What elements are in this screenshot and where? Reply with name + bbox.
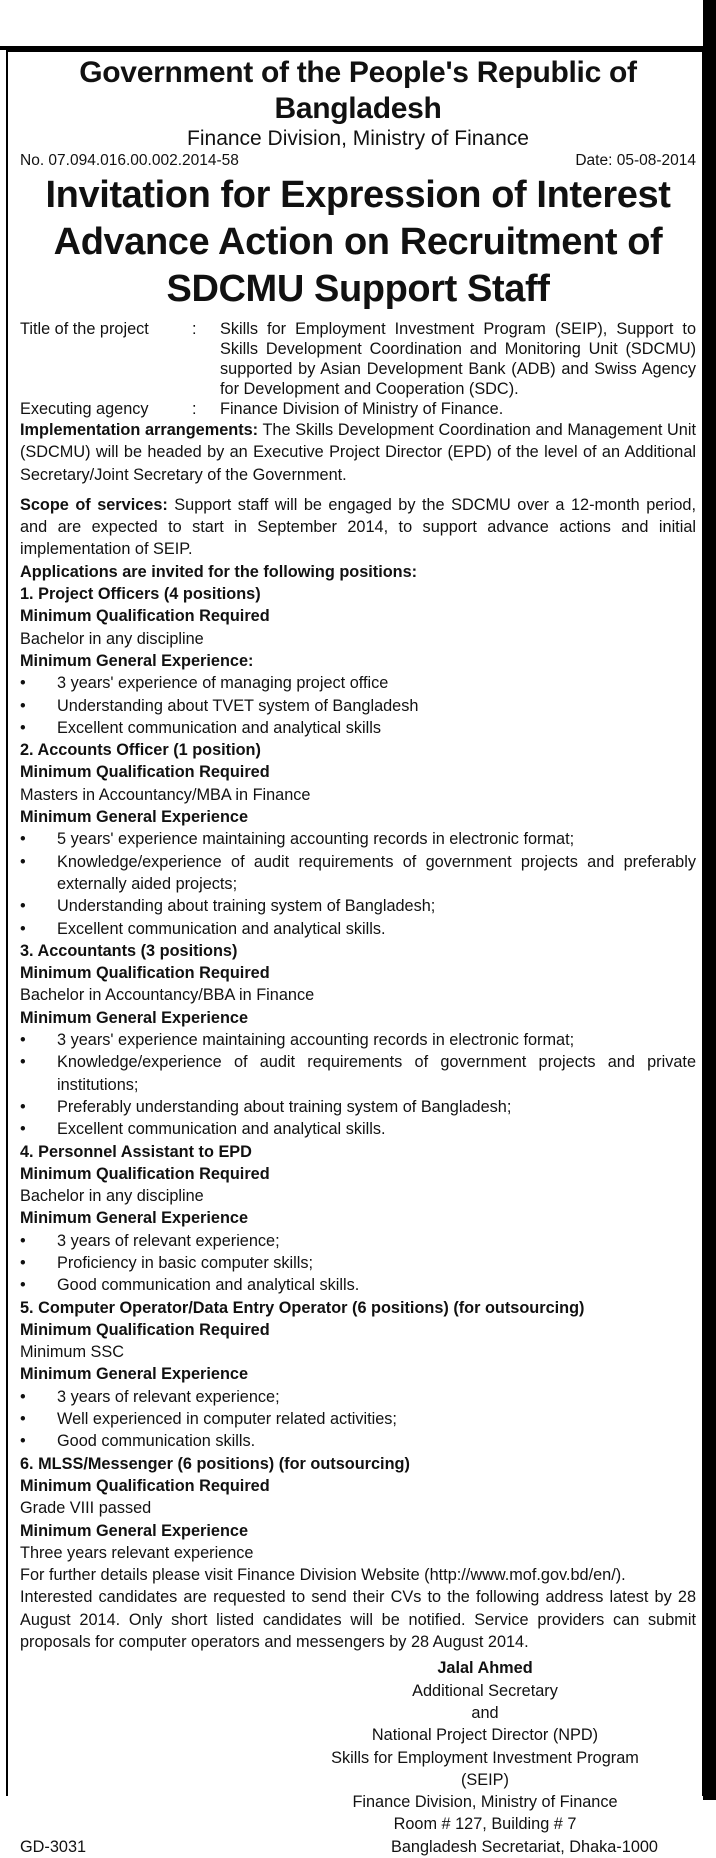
bullet: • xyxy=(20,830,26,849)
bullet: • xyxy=(20,1053,26,1072)
executing-agency-value: Finance Division of Ministry of Finance. xyxy=(220,400,504,418)
project-title-label: Title of the project xyxy=(20,320,149,338)
government-heading: Government of the People's Republic of Bangladesh xyxy=(79,56,637,125)
list-item: • 3 years' experience maintaining accounting records in electronic format; xyxy=(20,1029,696,1051)
signatory-name: Jalal Ahmed xyxy=(437,1659,533,1678)
scope-paragraph xyxy=(20,494,696,561)
experience-heading: Minimum General Experience xyxy=(20,1209,249,1228)
executing-agency-label: Executing agency xyxy=(20,400,149,418)
bullet: • xyxy=(20,1231,26,1250)
bullet: • xyxy=(20,1253,26,1272)
list-item: • Knowledge/experience of audit requirements of government projects and private institutions; xyxy=(20,1053,696,1094)
qualification-heading: Minimum Qualification Required xyxy=(20,763,270,782)
project-title-row xyxy=(20,319,696,399)
list-item: • 5 years' experience maintaining accounting records in electronic format; xyxy=(20,828,696,850)
signatory-line: Additional Secretary xyxy=(412,1681,558,1700)
experience-list xyxy=(20,1230,696,1297)
signatory-line: Room # 127, Building # 7 xyxy=(393,1815,577,1834)
experience-list xyxy=(20,1029,696,1140)
position-block xyxy=(20,1453,696,1564)
qualification-value: Bachelor in Accountancy/BBA in Finance xyxy=(20,986,315,1005)
position-title: 4. Personnel Assistant to EPD xyxy=(20,1142,252,1161)
qualification-heading: Minimum Qualification Required xyxy=(20,964,270,983)
position-title: 3. Accountants (3 positions) xyxy=(20,941,238,960)
bullet: • xyxy=(20,919,26,938)
list-item: • Understanding about training system of Bangladesh; xyxy=(20,895,696,917)
list-item: • Excellent communication and analytical skills xyxy=(20,717,696,739)
qualification-value: Grade VIII passed xyxy=(20,1499,152,1518)
applications-heading: Applications are invited for the following positions: xyxy=(20,562,418,581)
qualification-heading: Minimum Qualification Required xyxy=(20,1476,270,1495)
qualification-value: Minimum SSC xyxy=(20,1343,125,1362)
bullet: • xyxy=(20,696,26,715)
qualification-value: Bachelor in any discipline xyxy=(20,1187,204,1206)
experience-heading: Minimum General Experience xyxy=(20,1008,249,1027)
position-title: 5. Computer Operator/Data Entry Operator (6 positions) (for outsourcing) xyxy=(20,1298,585,1317)
title-line: SDCMU Support Staff xyxy=(166,268,550,310)
gd-number: GD-3031 xyxy=(20,1837,87,1856)
bullet: • xyxy=(20,1387,26,1406)
bullet: • xyxy=(20,852,26,871)
position-block xyxy=(20,739,696,940)
list-item: • Excellent communication and analytical skills. xyxy=(20,918,696,940)
list-item: • Understanding about TVET system of Bangladesh xyxy=(20,695,696,717)
project-title-value: Skills for Employment Investment Program (SEIP), Support to Skills Development Coordination and Monitoring Unit (SDCMU) supported by Asian Development Bank (ADB) and Swiss Agency for Development and Cooperation (SDC). xyxy=(220,320,696,398)
signatory-line: National Project Director (NPD) xyxy=(371,1726,599,1745)
bullet: • xyxy=(20,1120,26,1139)
experience-heading: Minimum General Experience: xyxy=(20,651,254,670)
position-title: 2. Accounts Officer (1 position) xyxy=(20,741,261,760)
list-item: • Good communication skills. xyxy=(20,1430,696,1452)
list-item: • Proficiency in basic computer skills; xyxy=(20,1252,696,1274)
notice-title xyxy=(20,172,696,313)
position-title: 1. Project Officers (4 positions) xyxy=(20,585,261,604)
scope-text: Support staff will be engaged by the SDCMU over a 12-month period, and are expected to start in September 2014, to support advance actions and initial implementation of SEIP. xyxy=(20,495,696,559)
notice-body xyxy=(20,52,696,1858)
footer-row xyxy=(20,1836,696,1858)
division-heading: Finance Division, Ministry of Finance xyxy=(187,127,529,150)
bullet: • xyxy=(20,1097,26,1116)
list-item: • 3 years of relevant experience; xyxy=(20,1230,696,1252)
bullet: • xyxy=(20,1276,26,1295)
qualification-heading: Minimum Qualification Required xyxy=(20,1164,270,1183)
reference-row xyxy=(20,152,696,170)
signatory-line: and xyxy=(471,1703,499,1722)
qualification-value: Bachelor in any discipline xyxy=(20,629,204,648)
qualification-heading: Minimum Qualification Required xyxy=(20,1320,270,1339)
list-item: • Preferably understanding about training system of Bangladesh; xyxy=(20,1096,696,1118)
experience-heading: Minimum General Experience xyxy=(20,1365,249,1384)
position-block xyxy=(20,1141,696,1297)
scope-label: Scope of services: xyxy=(20,495,168,514)
experience-list xyxy=(20,828,696,939)
list-item: • 3 years' experience of managing project office xyxy=(20,672,696,694)
bullet: • xyxy=(20,718,26,737)
experience-value: Three years relevant experience xyxy=(20,1543,254,1562)
closing-paragraph: Interested candidates are requested to send their CVs to the following address latest by 28 August 2014. Only short listed candidates will be notified. Service providers can submit proposals for computer operators and messengers by 28 August 2014. xyxy=(20,1588,696,1652)
experience-heading: Minimum General Experience xyxy=(20,1521,249,1540)
bullet: • xyxy=(20,1410,26,1429)
list-item: • Well experienced in computer related activities; xyxy=(20,1408,696,1430)
position-block xyxy=(20,583,696,739)
reference-number: No. 07.094.016.00.002.2014-58 xyxy=(20,152,239,169)
list-item: • Good communication and analytical skills. xyxy=(20,1274,696,1296)
title-line: Advance Action on Recruitment of xyxy=(53,221,663,263)
bullet: • xyxy=(20,1031,26,1050)
signatory-line: Finance Division, Ministry of Finance xyxy=(352,1793,618,1812)
experience-heading: Minimum General Experience xyxy=(20,808,249,827)
qualification-value: Masters in Accountancy/MBA in Finance xyxy=(20,785,311,804)
signature-block xyxy=(320,1657,650,1835)
list-item: • 3 years of relevant experience; xyxy=(20,1386,696,1408)
experience-list xyxy=(20,672,696,739)
position-block xyxy=(20,1297,696,1453)
qualification-heading: Minimum Qualification Required xyxy=(20,607,270,626)
list-item: • Excellent communication and analytical skills. xyxy=(20,1118,696,1140)
notice-frame xyxy=(6,50,704,1856)
implementation-paragraph xyxy=(20,419,696,486)
signatory-address-last: Bangladesh Secretariat, Dhaka-1000 xyxy=(390,1837,658,1856)
executing-agency-row xyxy=(20,399,696,419)
position-block xyxy=(20,940,696,1141)
experience-list xyxy=(20,1386,696,1453)
title-line: Invitation for Expression of Interest xyxy=(45,174,671,216)
colon: : xyxy=(192,400,197,418)
bullet: • xyxy=(20,674,26,693)
implementation-text: The Skills Development Coordination and Management Unit (SDCMU) will be headed by an Executive Project Director (EPD) of the level of an Additional Secretary/Joint Secretary of the Government. xyxy=(20,421,696,484)
notice-date: Date: 05-08-2014 xyxy=(575,152,696,169)
bullet: • xyxy=(20,897,26,916)
position-title: 6. MLSS/Messenger (6 positions) (for outsourcing) xyxy=(20,1454,410,1473)
further-details: For further details please visit Finance Division Website (http://www.mof.gov.bd/en/). xyxy=(20,1566,626,1585)
bullet: • xyxy=(20,1432,26,1451)
colon: : xyxy=(192,320,197,338)
right-edge-stripe xyxy=(703,0,716,1800)
signatory-line: Skills for Employment Investment Program (SEIP) xyxy=(331,1748,639,1789)
list-item: • Knowledge/experience of audit requirements of government projects and preferably externally aided projects; xyxy=(20,852,696,893)
implementation-label: Implementation arrangements: xyxy=(20,421,259,439)
